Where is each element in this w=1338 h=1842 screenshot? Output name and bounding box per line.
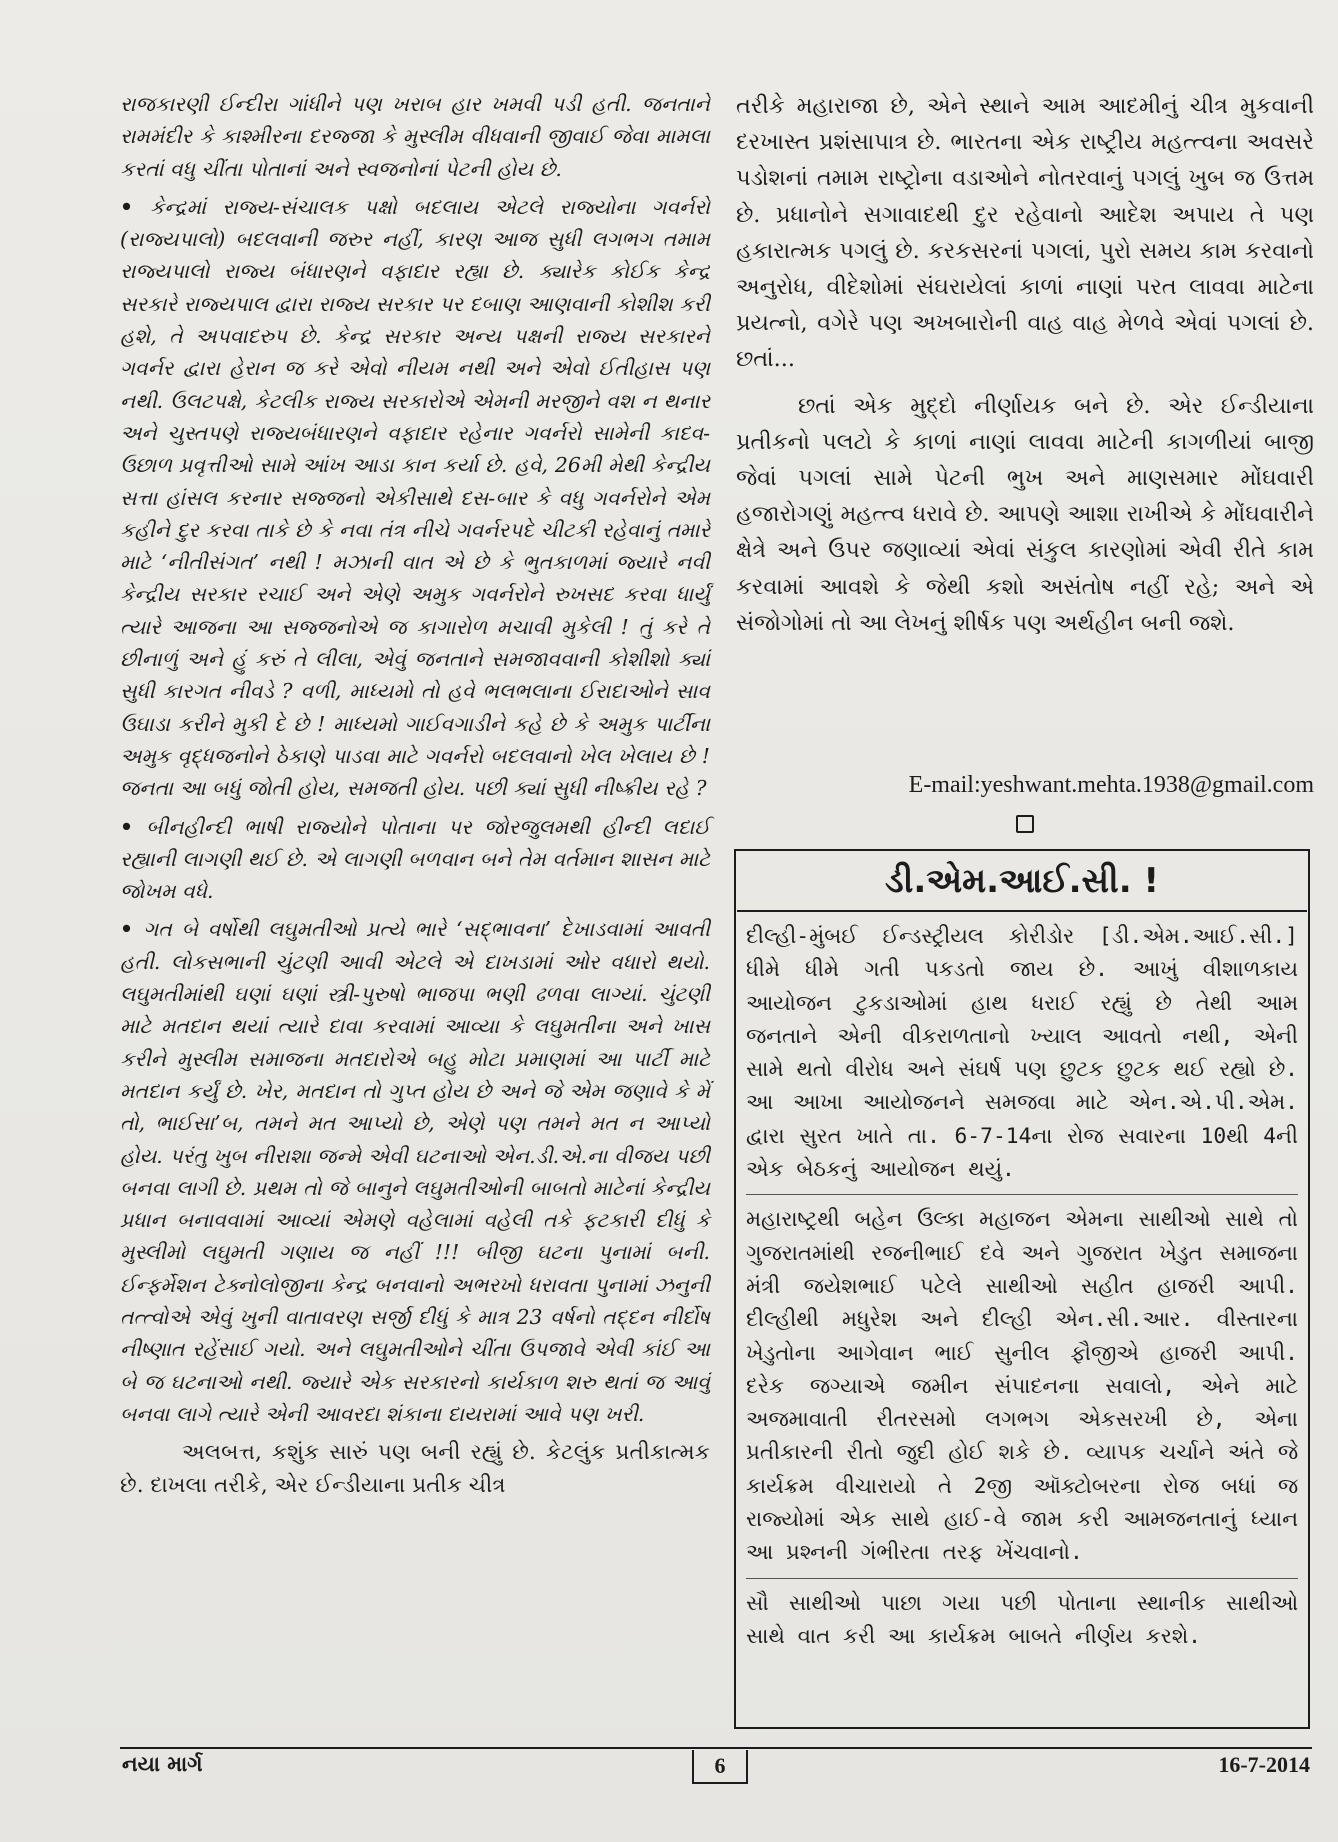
footer-divider: [120, 1747, 1312, 1749]
page-number: 6: [692, 1750, 748, 1784]
left-paragraph-3: • બીનહીન્દી ભાષી રાજ્યોને પોતાના પર જોરજુલમથી હીન્દી લદાઈ રહ્યાની લાગણી થઈ છે. એ લાગણી બળવાન બને તેમ વર્તમાન શાસન માટે જોખમ વધે.: [120, 811, 710, 908]
dmic-paragraph-1: દીલ્હી-મુંબઈ ઈન્ડસ્ટ્રીયલ કોરીડોર [ડી.એમ.આઈ.સી.] ધીમે ધીમે ગતી પકડતો જાય છે. આખું વીશાળકાય આયોજન ટુકડાઓમાં હાથ ધરાઈ રહ્યું છે તેથી આમ જનતાને એની વીકરાળતાનો ખ્યાલ આવતો નથી, એની સામે થતો વીરોધ અને સંઘર્ષ પણ છુટક છુટક થઈ રહ્યો છે. આ આખા આયોજનને સમજવા માટે એન.એ.પી.એમ. દ્વારા સુરત ખાતે તા. 6-7-14ના રોજ સવારના 10થી 4ની એક બેઠકનું આયોજન થયું.: [746, 924, 1298, 1183]
left-paragraph-1: રાજકારણી ઈન્દીરા ગાંધીને પણ ખરાબ હાર ખમવી પડી હતી. જનતાને રામમંદીર કે કાશ્મીરના દરજ્જા કે મુસ્લીમ વીધવાની જીવાઈ જેવા મામલા કરતાં વધુ ચીંતા પોતાનાં અને સ્વજનોનાં પેટની હોય છે.: [120, 92, 710, 181]
publication-name: નયા માર્ગ: [122, 1752, 203, 1776]
right-paragraph-1: તરીકે મહારાજા છે, એને સ્થાને આમ આદમીનું ચીત્ર મુકવાની દરખાસ્ત પ્રશંસાપાત્ર છે. ભારતના એક રાષ્ટ્રીય મહત્ત્વના અવસરે પડોશનાં તમામ રાષ્ટ્રોના વડાઓને નોતરવાનું પગલું ખુબ જ ઉત્તમ છે. પ્રધાનોને સગાવાદથી દુર રહેવાનો આદેશ અપાય તે પણ હકારાત્મક પગલું છે. કરકસરનાં પગલાં, પુરો સમય કામ કરવાનો અનુરોધ, વીદેશોમાં સંઘરાયેલાં કાળાં નાણાં પરત લાવવા માટેના પ્રયત્નો, વગેરે પણ અખબારોની વાહ વાહ મેળવે એવાં પગલાં છે. છતાં...: [736, 93, 1314, 373]
dmic-paragraph-2: મહારાષ્ટ્રથી બહેન ઉલ્કા મહાજન એમના સાથીઓ સાથે તો ગુજરાતમાંથી રજનીભાઈ દવે અને ગુજરાત ખેડુત સમાજના મંત્રી જયેશભાઈ પટેલે સાથીઓ સહીત હાજરી આપી. દીલ્હીથી મધુરેશ અને દીલ્હી એન.સી.આર. વીસ્તારના ખેડુતોના આગેવાન ભાઈ સુનીલ ફૌજીએ હાજરી આપી. દરેક જગ્યાએ જમીન સંપાદનના સવાલો, એને માટે અજમાવાતી રીતરસમો લગભગ એકસરખી છે, એના પ્રતીકારની રીતો જુદી હોઈ શકે છે. વ્યાપક ચર્ચાને અંતે જે કાર્યક્રમ વીચારાયો તે 2જી ઑક્ટોબરના રોજ બધાં જ રાજ્યોમાં એક સાથે હાઈ-વે જામ કરી આમજનતાનું ધ્યાન આ પ્રશ્નની ગંભીરતા તરફ ખેંચવાનો.: [746, 1207, 1298, 1566]
dmic-paragraph-3: સૌ સાથીઓ પાછા ગયા પછી પોતાના સ્થાનીક સાથીઓ સાથે વાત કરી આ કાર્યક્રમ બાબતે નીર્ણય કરશે.: [746, 1590, 1298, 1649]
dmic-box-divider: [737, 910, 1307, 912]
left-paragraph-5: અલબત્ત, કશુંક સારું પણ બની રહ્યું છે. કેટલુંક પ્રતીકાત્મક છે. દાખલા તરીકે, એર ઈન્ડીયાના પ્રતીક ચીત્ર: [120, 1440, 710, 1499]
dmic-paragraph-divider: [746, 1194, 1298, 1195]
author-email: E-mail:yeshwant.mehta.1938@gmail.com: [908, 772, 1314, 798]
dmic-box-body: [746, 920, 1298, 1661]
left-column: [120, 88, 710, 1508]
left-paragraph-4: • ગત બે વર્ષોથી લઘુમતીઓ પ્રત્યે ભારે ‘સદ્ભાવના’ દેખાડવામાં આવતી હતી. લોકસભાની ચુંટણી આવી એટલે એ દાખડામાં ઓર વધારો થયો. લઘુમતીમાંથી ઘણાં ઘણાં સ્ત્રી-પુરુષો ભાજપા ભણી ઢળવા લાગ્યાં. ચુંટણી માટે મતદાન થયાં ત્યારે દાવા કરવામાં આવ્યા કે લઘુમતીના અને ખાસ કરીને મુસ્લીમ સમાજના મતદારોએ બહુ મોટા પ્રમાણમાં આ પાર્ટી માટે મતદાન કર્યું છે. ખેર, મતદાન તો ગુપ્ત હોય છે અને જે એમ જણાવે કે મેં તો, ભાઈસા’બ, તમને મત આપ્યો છે, એણે પણ તમને મત ન આપ્યો હોય. પરંતુ ખુબ નીરાશા જન્મે એવી ઘટનાઓ એન.ડી.એ.ના વીજય પછી બનવા લાગી છે. પ્રથમ તો જે બાનુને લઘુમતીઓની બાબતો માટેનાં કેન્દ્રીય પ્રધાન બનાવવામાં આવ્યાં એમણે વહેલામાં વહેલી તકે ફટકારી દીધું કે મુસ્લીમો લઘુમતી ગણાય જ નહીં !!! બીજી ઘટના પુનામાં બની. ઈન્ફર્મેશન ટેક્નોલોજીના કેન્દ્ર બનવાનો અભરખો ધરાવતા પુનામાં ઝનુની તત્ત્વોએ એવું ખુની વાતાવરણ સર્જી દીધું કે માત્ર 23 વર્ષનો તદ્દન નીર્દોષ નીષ્ણાત રહેંસાઈ ગયો. અને લઘુમતીઓને ચીંતા ઉપજાવે એવી કાંઈ આ બે જ ઘટનાઓ નથી. જ્યારે એક સરકારનો કાર્યકાળ શરુ થતાં જ આવું બનવા લાગે ત્યારે એની આવરદા શંકાના દાયરામાં આવે પણ ખરી.: [120, 913, 710, 1430]
left-paragraph-2: • કેન્દ્રમાં રાજ્ય-સંચાલક પક્ષો બદલાય એટલે રાજ્યોના ગવર્નરો (રાજ્યપાલો) બદલવાની જરુર નહીં, કારણ આજ સુધી લગભગ તમામ રાજ્યપાલો રાજ્ય બંધારણને વફાદાર રહ્યા છે. ક્યારેક કોઈક કેન્દ્ર સરકારે રાજ્યપાલ દ્વારા રાજ્ય સરકાર પર દબાણ આણવાની કોશીશ કરી હશે, તે અપવાદરુપ છે. કેન્દ્ર સરકાર અન્ય પક્ષની રાજ્ય સરકારને ગવર્નર દ્વારા હેરાન જ કરે એવો નીયમ નથી અને એવો ઈતીહાસ પણ નથી. ઉલટપક્ષે, કેટલીક રાજ્ય સરકારોએ એમની મરજીને વશ ન થનાર અને ચુસ્તપણે રાજ્યબંધારણને વફાદાર રહેનાર ગવર્નરો સામેની કાદવ-ઉછાળ પ્રવૃત્તીઓ સામે આંખ આડા કાન કર્યા છે. હવે, 26મી મેથી કેન્દ્રીય સત્તા હાંસલ કરનાર સજ્જનો એકીસાથે દસ-બાર કે વધુ ગવર્નરોને એમ કહીને દુર કરવા તાકે છે કે નવા તંત્ર નીચે ગવર્નરપદે ચીટકી રહેવાનું તમારે માટે ‘નીતીસંગત’ નથી ! મઝાની વાત એ છે કે ભુતકાળમાં જ્યારે નવી કેન્દ્રીય સરકાર રચાઈ અને એણે અમુક ગવર્નરોને રુખસદ કરવા ધાર્યું ત્યારે આજના આ સજ્જનોએ જ કાગારોળ મચાવી મુકેલી ! તું કરે તે છીનાળું અને હું કરું તે લીલા, એવું જનતાને સમજાવવાની કોશીશો ક્યાં સુધી કારગત નીવડે ? વળી, માધ્યમો તો હવે ભલભલાના ઈરાદાઓને સાવ ઉઘાડા કરીને મુકી દે છે ! માધ્યમો ગાઈવગાડીને કહે છે કે અમુક પાર્ટીના અમુક વૃદ્ધજનોને ઠેકાણે પાડવા માટે ગવર્નરો બદલવાનો ખેલ ખેલાય છે ! જનતા આ બધું જોતી હોય, સમજતી હોય. પછી ક્યાં સુધી નીષ્ક્રીય રહે ?: [120, 191, 710, 805]
dmic-paragraph-divider: [746, 1578, 1298, 1579]
dmic-box-title: ડી.એમ.આઈ.સી. !: [884, 861, 1160, 901]
article-end-square-icon: [1016, 815, 1034, 833]
issue-date: 16-7-2014: [1218, 1752, 1310, 1777]
right-column: [736, 88, 1314, 651]
right-paragraph-2: છતાં એક મુદ્દો નીર્ણાયક બને છે. એર ઈન્ડીયાના પ્રતીકનો પલટો કે કાળાં નાણાં લાવવા માટેની કાગળીયાં બાજી જેવાં પગલાં સામે પેટની ભુખ અને માણસમાર મોંઘવારી હજારોગણું મહત્ત્વ ધરાવે છે. આપણે આશા રાખીએ કે મોંઘવારીને ક્ષેત્રે અને ઉપર જણાવ્યાં એવાં સંકુલ કારણોમાં એવી રીતે કામ કરવામાં આવશે કે જેથી કશો અસંતોષ નહીં રહે; અને એ સંજોગોમાં તો આ લેખનું શીર્ષક પણ અર્થહીન બની જશે.: [736, 392, 1314, 636]
